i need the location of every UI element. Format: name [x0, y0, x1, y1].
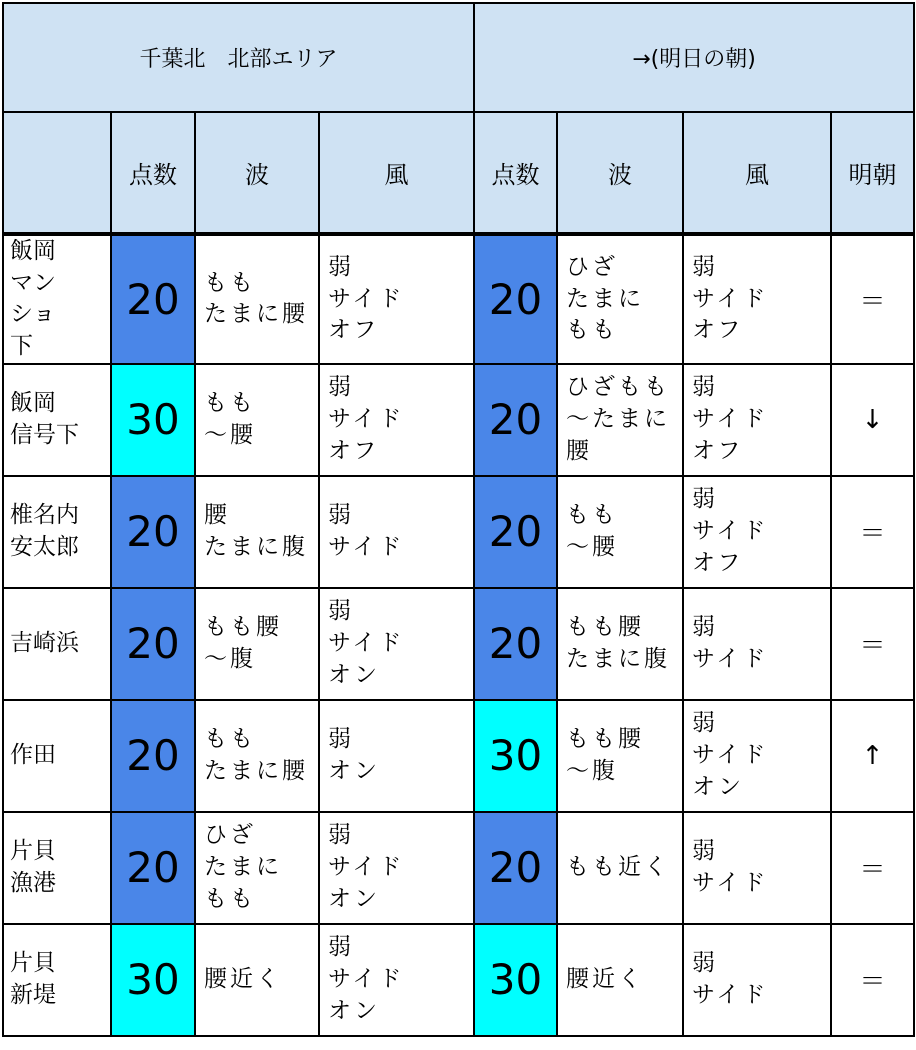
score-cell: 20	[111, 476, 195, 588]
trend-cell: ＝	[831, 924, 914, 1036]
trend-cell: ↑	[831, 700, 914, 812]
tomorrow-title: →(明日の朝)	[474, 3, 914, 112]
column-header-row	[3, 112, 914, 234]
wave-column-header: 波	[195, 112, 319, 234]
tomorrow-wind-cell: 弱 サイド オフ	[683, 234, 831, 364]
score-cell: 30	[111, 924, 195, 1036]
tomorrow-wave-column-header: 波	[557, 112, 683, 234]
trend-cell: ↓	[831, 364, 914, 476]
spot-name: 片貝 新堤	[3, 924, 111, 1036]
wind-cell: 弱 オン	[319, 700, 474, 812]
table-row	[3, 924, 914, 1036]
tomorrow-score-column-header: 点数	[474, 112, 557, 234]
tomorrow-score-cell: 30	[474, 924, 557, 1036]
tomorrow-wave-cell: もも 〜腰	[557, 476, 683, 588]
spot-name: 作田	[3, 700, 111, 812]
tomorrow-wind-cell: 弱 サイド	[683, 812, 831, 924]
score-cell: 20	[111, 700, 195, 812]
table-row	[3, 700, 914, 812]
tomorrow-wave-cell: 腰近く	[557, 924, 683, 1036]
wind-cell: 弱 サイド オン	[319, 812, 474, 924]
tomorrow-score-cell: 20	[474, 234, 557, 364]
spot-name: 吉崎浜	[3, 588, 111, 700]
wave-cell: もも たまに腰	[195, 700, 319, 812]
wind-cell: 弱 サイド オフ	[319, 234, 474, 364]
wave-cell: 腰近く	[195, 924, 319, 1036]
wind-cell: 弱 サイド オン	[319, 588, 474, 700]
table-row	[3, 234, 914, 364]
tomorrow-wave-cell: もも近く	[557, 812, 683, 924]
tomorrow-wind-cell: 弱 サイド オフ	[683, 476, 831, 588]
wave-cell: もも 〜腰	[195, 364, 319, 476]
table-row	[3, 476, 914, 588]
region-header-row	[3, 3, 914, 112]
wave-cell: もも たまに腰	[195, 234, 319, 364]
tomorrow-wind-cell: 弱 サイド オフ	[683, 364, 831, 476]
tomorrow-wave-cell: ひざ たまに もも	[557, 234, 683, 364]
tomorrow-wave-cell: ひざもも 〜たまに 腰	[557, 364, 683, 476]
region-title: 千葉北 北部エリア	[3, 3, 474, 112]
spot-name: 片貝 漁港	[3, 812, 111, 924]
wind-cell: 弱 サイド オン	[319, 924, 474, 1036]
wind-cell: 弱 サイド オフ	[319, 364, 474, 476]
spot-column-header	[3, 112, 111, 234]
wind-cell: 弱 サイド	[319, 476, 474, 588]
tomorrow-score-cell: 20	[474, 364, 557, 476]
trend-cell: ＝	[831, 476, 914, 588]
score-cell: 20	[111, 812, 195, 924]
wave-cell: もも腰 〜腹	[195, 588, 319, 700]
wave-cell: 腰 たまに腹	[195, 476, 319, 588]
tomorrow-wind-cell: 弱 サイド	[683, 924, 831, 1036]
tomorrow-wind-cell: 弱 サイド	[683, 588, 831, 700]
trend-column-header: 明朝	[831, 112, 914, 234]
score-cell: 20	[111, 588, 195, 700]
tomorrow-wave-cell: もも腰 〜腹	[557, 700, 683, 812]
tomorrow-wind-cell: 弱 サイド オン	[683, 700, 831, 812]
tomorrow-wind-column-header: 風	[683, 112, 831, 234]
surf-forecast-table	[2, 2, 915, 1037]
trend-cell: ＝	[831, 588, 914, 700]
tomorrow-score-cell: 20	[474, 476, 557, 588]
score-column-header: 点数	[111, 112, 195, 234]
table-row	[3, 588, 914, 700]
trend-cell: ＝	[831, 234, 914, 364]
table-row	[3, 364, 914, 476]
tomorrow-score-cell: 20	[474, 588, 557, 700]
spot-name: 椎名内 安太郎	[3, 476, 111, 588]
score-cell: 30	[111, 364, 195, 476]
table-row	[3, 812, 914, 924]
spot-name: 飯岡 信号下	[3, 364, 111, 476]
tomorrow-score-cell: 20	[474, 812, 557, 924]
wind-column-header: 風	[319, 112, 474, 234]
wave-cell: ひざ たまに もも	[195, 812, 319, 924]
spot-name: 飯岡 マン ショ 下	[3, 234, 111, 364]
tomorrow-score-cell: 30	[474, 700, 557, 812]
score-cell: 20	[111, 234, 195, 364]
tomorrow-wave-cell: もも腰 たまに腹	[557, 588, 683, 700]
trend-cell: ＝	[831, 812, 914, 924]
